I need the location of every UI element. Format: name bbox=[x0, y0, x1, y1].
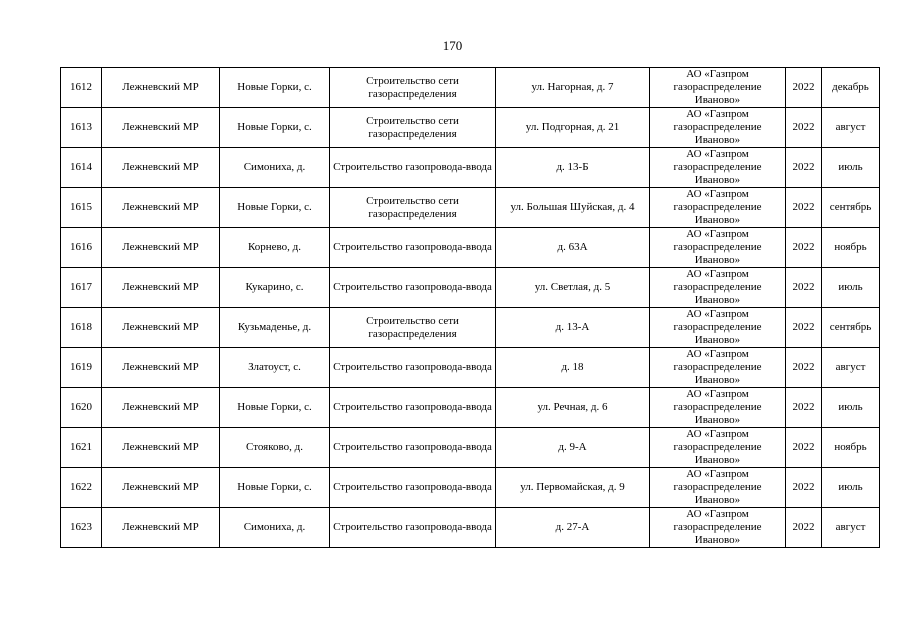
district-cell: Лежневский МР bbox=[102, 508, 220, 548]
address-cell: ул. Большая Шуйская, д. 4 bbox=[496, 188, 650, 228]
organization-cell: АО «Газпром газораспределение Иваново» bbox=[650, 148, 786, 188]
district-cell: Лежневский МР bbox=[102, 268, 220, 308]
table-row bbox=[61, 508, 880, 548]
table-row bbox=[61, 188, 880, 228]
work-type-cell: Строительство газопровода-ввода bbox=[330, 228, 496, 268]
month-cell: декабрь bbox=[822, 68, 880, 108]
row-number: 1623 bbox=[61, 508, 102, 548]
work-type-cell: Строительство газопровода-ввода bbox=[330, 388, 496, 428]
month-cell: август bbox=[822, 348, 880, 388]
organization-cell: АО «Газпром газораспределение Иваново» bbox=[650, 308, 786, 348]
organization-cell: АО «Газпром газораспределение Иваново» bbox=[650, 468, 786, 508]
year-cell: 2022 bbox=[786, 348, 822, 388]
row-number: 1614 bbox=[61, 148, 102, 188]
table-row bbox=[61, 388, 880, 428]
address-cell: ул. Речная, д. 6 bbox=[496, 388, 650, 428]
organization-cell: АО «Газпром газораспределение Иваново» bbox=[650, 228, 786, 268]
month-cell: сентябрь bbox=[822, 308, 880, 348]
district-cell: Лежневский МР bbox=[102, 428, 220, 468]
work-type-cell: Строительство сети газораспределения bbox=[330, 108, 496, 148]
settlement-cell: Симониха, д. bbox=[220, 148, 330, 188]
year-cell: 2022 bbox=[786, 108, 822, 148]
work-type-cell: Строительство сети газораспределения bbox=[330, 188, 496, 228]
table-body bbox=[61, 68, 880, 548]
address-cell: ул. Первомайская, д. 9 bbox=[496, 468, 650, 508]
month-cell: август bbox=[822, 508, 880, 548]
table-row bbox=[61, 68, 880, 108]
row-number: 1617 bbox=[61, 268, 102, 308]
settlement-cell: Новые Горки, с. bbox=[220, 108, 330, 148]
row-number: 1616 bbox=[61, 228, 102, 268]
address-cell: ул. Светлая, д. 5 bbox=[496, 268, 650, 308]
month-cell: сентябрь bbox=[822, 188, 880, 228]
organization-cell: АО «Газпром газораспределение Иваново» bbox=[650, 108, 786, 148]
work-type-cell: Строительство сети газораспределения bbox=[330, 68, 496, 108]
address-cell: д. 13-А bbox=[496, 308, 650, 348]
month-cell: август bbox=[822, 108, 880, 148]
year-cell: 2022 bbox=[786, 148, 822, 188]
row-number: 1618 bbox=[61, 308, 102, 348]
district-cell: Лежневский МР bbox=[102, 348, 220, 388]
address-cell: д. 9-А bbox=[496, 428, 650, 468]
settlement-cell: Симониха, д. bbox=[220, 508, 330, 548]
organization-cell: АО «Газпром газораспределение Иваново» bbox=[650, 188, 786, 228]
table-row bbox=[61, 348, 880, 388]
address-cell: д. 13-Б bbox=[496, 148, 650, 188]
settlement-cell: Златоуст, с. bbox=[220, 348, 330, 388]
row-number: 1621 bbox=[61, 428, 102, 468]
settlement-cell: Корнево, д. bbox=[220, 228, 330, 268]
month-cell: июль bbox=[822, 268, 880, 308]
page-number: 170 bbox=[442, 38, 463, 53]
organization-cell: АО «Газпром газораспределение Иваново» bbox=[650, 388, 786, 428]
work-type-cell: Строительство газопровода-ввода bbox=[330, 468, 496, 508]
district-cell: Лежневский МР bbox=[102, 188, 220, 228]
address-cell: д. 18 bbox=[496, 348, 650, 388]
row-number: 1612 bbox=[61, 68, 102, 108]
table-row bbox=[61, 428, 880, 468]
district-cell: Лежневский МР bbox=[102, 148, 220, 188]
organization-cell: АО «Газпром газораспределение Иваново» bbox=[650, 268, 786, 308]
work-type-cell: Строительство сети газораспределения bbox=[330, 308, 496, 348]
work-type-cell: Строительство газопровода-ввода bbox=[330, 148, 496, 188]
year-cell: 2022 bbox=[786, 188, 822, 228]
address-cell: ул. Нагорная, д. 7 bbox=[496, 68, 650, 108]
settlement-cell: Новые Горки, с. bbox=[220, 188, 330, 228]
year-cell: 2022 bbox=[786, 388, 822, 428]
gasification-table bbox=[60, 67, 880, 548]
row-number: 1622 bbox=[61, 468, 102, 508]
organization-cell: АО «Газпром газораспределение Иваново» bbox=[650, 508, 786, 548]
year-cell: 2022 bbox=[786, 428, 822, 468]
settlement-cell: Новые Горки, с. bbox=[220, 468, 330, 508]
month-cell: ноябрь bbox=[822, 428, 880, 468]
year-cell: 2022 bbox=[786, 308, 822, 348]
district-cell: Лежневский МР bbox=[102, 308, 220, 348]
year-cell: 2022 bbox=[786, 268, 822, 308]
organization-cell: АО «Газпром газораспределение Иваново» bbox=[650, 68, 786, 108]
month-cell: июль bbox=[822, 468, 880, 508]
year-cell: 2022 bbox=[786, 508, 822, 548]
work-type-cell: Строительство газопровода-ввода bbox=[330, 428, 496, 468]
district-cell: Лежневский МР bbox=[102, 228, 220, 268]
district-cell: Лежневский МР bbox=[102, 68, 220, 108]
month-cell: июль bbox=[822, 148, 880, 188]
table-row bbox=[61, 468, 880, 508]
work-type-cell: Строительство газопровода-ввода bbox=[330, 348, 496, 388]
row-number: 1615 bbox=[61, 188, 102, 228]
year-cell: 2022 bbox=[786, 68, 822, 108]
table-row bbox=[61, 228, 880, 268]
address-cell: д. 27-А bbox=[496, 508, 650, 548]
row-number: 1620 bbox=[61, 388, 102, 428]
month-cell: июль bbox=[822, 388, 880, 428]
year-cell: 2022 bbox=[786, 468, 822, 508]
settlement-cell: Кукарино, с. bbox=[220, 268, 330, 308]
settlement-cell: Стояково, д. bbox=[220, 428, 330, 468]
table-row bbox=[61, 148, 880, 188]
month-cell: ноябрь bbox=[822, 228, 880, 268]
row-number: 1613 bbox=[61, 108, 102, 148]
settlement-cell: Кузьмаденье, д. bbox=[220, 308, 330, 348]
row-number: 1619 bbox=[61, 348, 102, 388]
table-row bbox=[61, 308, 880, 348]
year-cell: 2022 bbox=[786, 228, 822, 268]
organization-cell: АО «Газпром газораспределение Иваново» bbox=[650, 428, 786, 468]
table-row bbox=[61, 108, 880, 148]
settlement-cell: Новые Горки, с. bbox=[220, 388, 330, 428]
address-cell: д. 63А bbox=[496, 228, 650, 268]
settlement-cell: Новые Горки, с. bbox=[220, 68, 330, 108]
district-cell: Лежневский МР bbox=[102, 388, 220, 428]
work-type-cell: Строительство газопровода-ввода bbox=[330, 508, 496, 548]
address-cell: ул. Подгорная, д. 21 bbox=[496, 108, 650, 148]
table-row bbox=[61, 268, 880, 308]
district-cell: Лежневский МР bbox=[102, 468, 220, 508]
organization-cell: АО «Газпром газораспределение Иваново» bbox=[650, 348, 786, 388]
district-cell: Лежневский МР bbox=[102, 108, 220, 148]
work-type-cell: Строительство газопровода-ввода bbox=[330, 268, 496, 308]
